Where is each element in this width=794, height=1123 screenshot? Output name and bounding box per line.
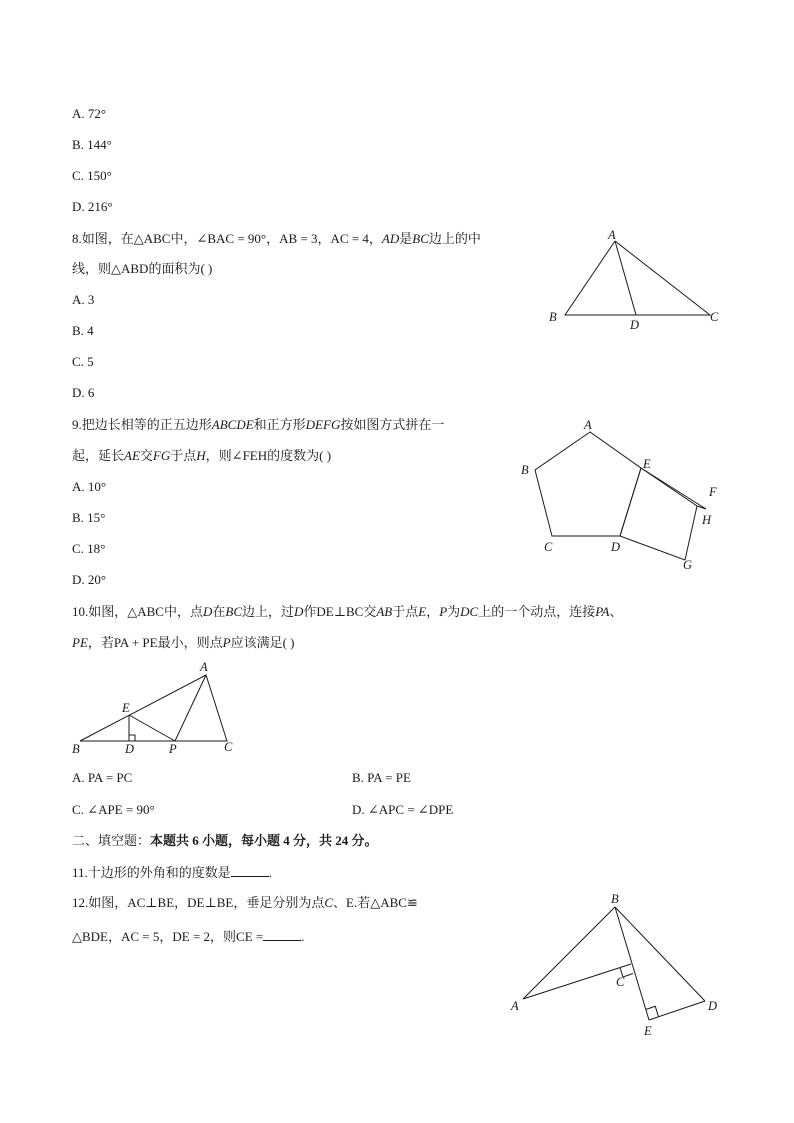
q8-option-b: B. 4 [72,323,94,338]
q11-answer-blank[interactable] [231,864,269,877]
q10-option-b: B. PA = PE [352,770,411,785]
q9-option-b: B. 15° [72,510,106,525]
q9-label-h: H [702,513,712,527]
q8-label-c: C [710,310,719,324]
q10-stem-line2: PE，若PA + PE最小，则点P应该满足( ) [72,635,295,650]
q8-label-b: B [549,310,557,324]
q12-stem-line1: 12.如图，AC⊥BE，DE⊥BE，垂足分别为点C、E.若△ABC≌ [72,895,418,910]
q9-label-b: B [521,463,529,477]
q7-option-b: B. 144° [72,137,112,152]
q9-label-c: C [544,540,553,554]
q10-option-a: A. PA = PC [72,770,133,785]
q10-triangle-figure [68,660,248,760]
section-2-heading: 二、填空题：本题共 6 小题，每小题 4 分，共 24 分。 [72,833,378,848]
q7-option-d: D. 216° [72,199,113,214]
q9-option-a: A. 10° [72,479,107,494]
q8-median-ad [615,241,636,315]
q12-label-b: B [611,892,619,906]
q8-option-c: C. 5 [72,354,94,369]
q12-segment-bd [615,907,705,1001]
q12-segment-ac [523,964,631,999]
q9-label-f: F [709,485,717,499]
q12-label-a: A [511,999,519,1013]
q12-label-c: C [616,975,625,989]
q9-stem-line2: 起，延长AE交FG于点H，则∠FEH的度数为( ) [72,448,332,463]
q9-label-e: E [643,457,651,471]
q8-triangle-outline [565,241,710,315]
q8-stem-line2: 线，则△ABD的面积为( ) [72,261,213,276]
q12-answer-blank[interactable] [263,928,301,941]
q9-option-c: C. 18° [72,541,106,556]
q10-triangle-outline [80,675,227,741]
q7-option-a: A. 72° [72,106,107,121]
q12-label-e: E [644,1024,652,1038]
q8-triangle-figure [540,225,730,335]
q10-label-d: D [125,742,135,756]
q12-stem-line2: △BDE，AC = 5，DE = 2，则CE = . [72,929,305,944]
q10-label-e: E [122,701,130,715]
q10-option-c: C. ∠APE = 90° [72,802,155,817]
q8-label-d: D [630,318,640,332]
q12-segment-ed [649,1001,705,1020]
q9-square [620,468,697,560]
q11-stem: 11.十边形的外角和的度数是 . [72,865,273,880]
q9-extension-eh [641,468,706,509]
q10-option-d: D. ∠APC = ∠DPE [352,802,454,817]
q9-stem-line1: 9.把边长相等的正五边形ABCDE和正方形DEFG按如图方式拼在一 [72,417,445,432]
q9-pentagon-square-figure [510,412,730,577]
q7-option-c: C. 150° [72,168,112,183]
q10-label-c: C [224,740,233,754]
q12-segment-ba [523,907,615,999]
q8-stem-line1: 8.如图，在△ABC中，∠BAC = 90°，AB = 3，AC = 4，AD是BC边上的中 [72,231,481,246]
q8-option-d: D. 6 [72,385,95,400]
q10-label-a: A [200,660,208,674]
q10-label-b: B [72,742,80,756]
q9-label-a: A [584,418,592,432]
q9-option-d: D. 20° [72,572,107,587]
q10-right-angle-mark [129,735,135,741]
q8-label-a: A [608,228,616,242]
q10-segment-pe [129,715,175,741]
q8-option-a: A. 3 [72,292,95,307]
q12-segment-be [615,907,649,1020]
q10-segment-pa [175,675,206,741]
q9-label-g: G [683,558,693,572]
q9-label-d: D [611,540,621,554]
q10-stem-line1: 10.如图，△ABC中，点D在BC边上，过D作DE⊥BC交AB于点E，P为DC上的一个动点，连接PA、 [72,604,623,619]
q12-congruent-triangles-figure [505,892,735,1042]
q10-label-p: P [169,742,177,756]
q12-label-d: D [708,999,718,1013]
